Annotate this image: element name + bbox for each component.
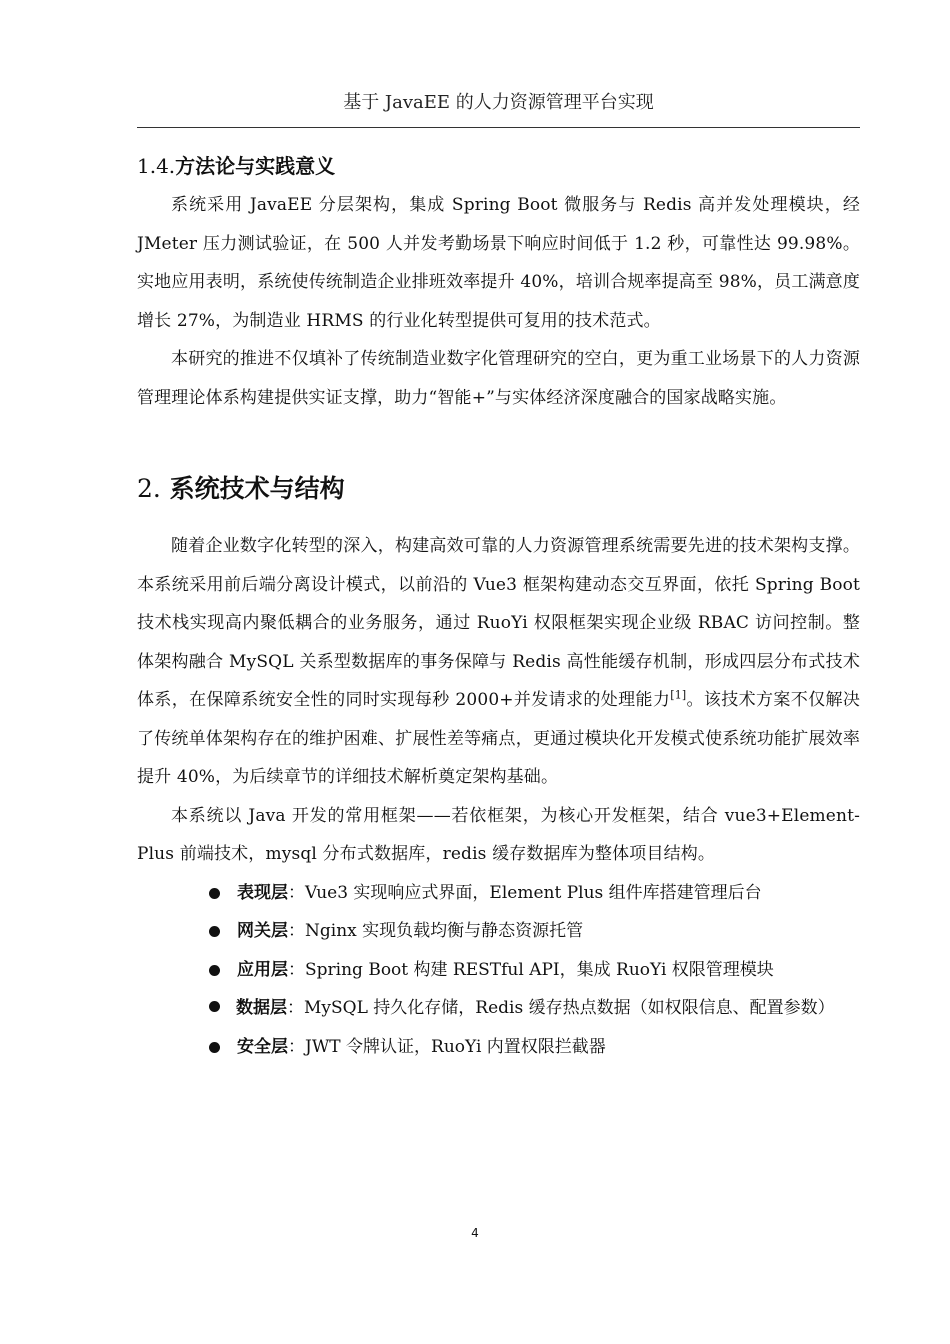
- section-title: 系统技术与结构: [169, 474, 345, 503]
- layer-sep: ：: [287, 998, 304, 1018]
- layer-term: 网关层: [237, 921, 288, 941]
- section-heading-2: [137, 467, 860, 511]
- layer-desc: Nginx 实现负载均衡与静态资源托管: [305, 921, 584, 941]
- paragraph: [137, 527, 860, 797]
- header-rule: [137, 127, 860, 128]
- architecture-layer-list: [137, 874, 860, 1067]
- paragraph-text: 。该技术方案不仅解决了传统单体架构存在的维护困难、扩展性差等痛点，更通过模块化开发模式使系统功能扩展效率提升 40%，为后续章节的详细技术解析奠定架构基础。: [137, 690, 860, 787]
- section-title: 方法论与实践意义: [175, 154, 336, 178]
- list-item: [137, 1028, 860, 1067]
- citation-reference[interactable]: [1]: [670, 688, 687, 702]
- layer-desc: JWT 令牌认证，RuoYi 内置权限拦截器: [305, 1036, 606, 1057]
- paragraph: 本研究的推进不仅填补了传统制造业数字化管理研究的空白，更为重工业场景下的人力资源管理理论体系构建提供实证支撑，助力“智能+”与实体经济深度融合的国家战略实施。: [137, 349, 860, 408]
- layer-desc: Vue3 实现响应式界面，Element Plus 组件库搭建管理后台: [305, 882, 762, 903]
- bullet-icon: [209, 888, 220, 899]
- paragraph-text: 随着企业数字化转型的深入，构建高效可靠的人力资源管理系统需要先进的技术架构支撑。本系统采用前后端分离设计模式，以前沿的 Vue3 框架构建动态交互界面，依托 Spring Boot 技术栈实现高内聚低耦合的业务服务，通过 RuoYi 权限框架实现企业级 RBAC 访问控制。整体架构融合 MySQL 关系型数据库的事务保障与 Redis 高性能缓存机制，形成四层分布式技术体系，在保障系统安全性的同时实现每秒 2000+并发请求的处理能力: [137, 536, 860, 710]
- section-number: 1.4.: [137, 154, 176, 178]
- page-content: [137, 138, 860, 1066]
- layer-term: 表现层: [237, 882, 288, 903]
- layer-desc: MySQL 持久化存储，Redis 缓存热点数据（如权限信息、配置参数）: [304, 998, 835, 1018]
- list-item: [137, 874, 860, 913]
- list-item: [137, 989, 860, 1028]
- list-item: [137, 912, 860, 951]
- bullet-icon: [209, 1042, 220, 1053]
- layer-sep: ：: [288, 1036, 305, 1057]
- paragraph: 系统采用 JavaEE 分层架构，集成 Spring Boot 微服务与 Redis 高并发处理模块，经 JMeter 压力测试验证，在 500 人并发考勤场景下响应时间低于 1.2 秒，可靠性达 99.98%。实地应用表明，系统使传统制造企业排班效率提升 40%，培训合规率提高至 98%，员工满意度增长 27%，为制造业 HRMS 的行业化转型提供可复用的技术范式。: [137, 195, 860, 331]
- layer-term: 数据层: [236, 998, 287, 1018]
- layer-sep: ：: [288, 882, 305, 903]
- layer-term: 安全层: [237, 1036, 288, 1057]
- bullet-icon: [209, 1001, 220, 1012]
- section-number: 2.: [137, 474, 161, 503]
- list-item: [137, 951, 860, 990]
- bullet-icon: [209, 926, 220, 937]
- layer-sep: ：: [288, 921, 305, 941]
- bullet-icon: [209, 965, 220, 976]
- layer-term: 应用层: [237, 959, 288, 980]
- layer-sep: ：: [288, 959, 305, 980]
- paragraph: 本系统以 Java 开发的常用框架——若依框架，为核心开发框架，结合 vue3+Element-Plus 前端技术，mysql 分布式数据库，redis 缓存数据库为整体项目结构。: [137, 805, 860, 864]
- running-header: 基于 JavaEE 的人力资源管理平台实现: [343, 92, 654, 113]
- page-number: 4: [471, 1226, 479, 1240]
- layer-desc: Spring Boot 构建 RESTful API，集成 RuoYi 权限管理模块: [305, 959, 774, 980]
- section-heading-1-4: [137, 138, 860, 186]
